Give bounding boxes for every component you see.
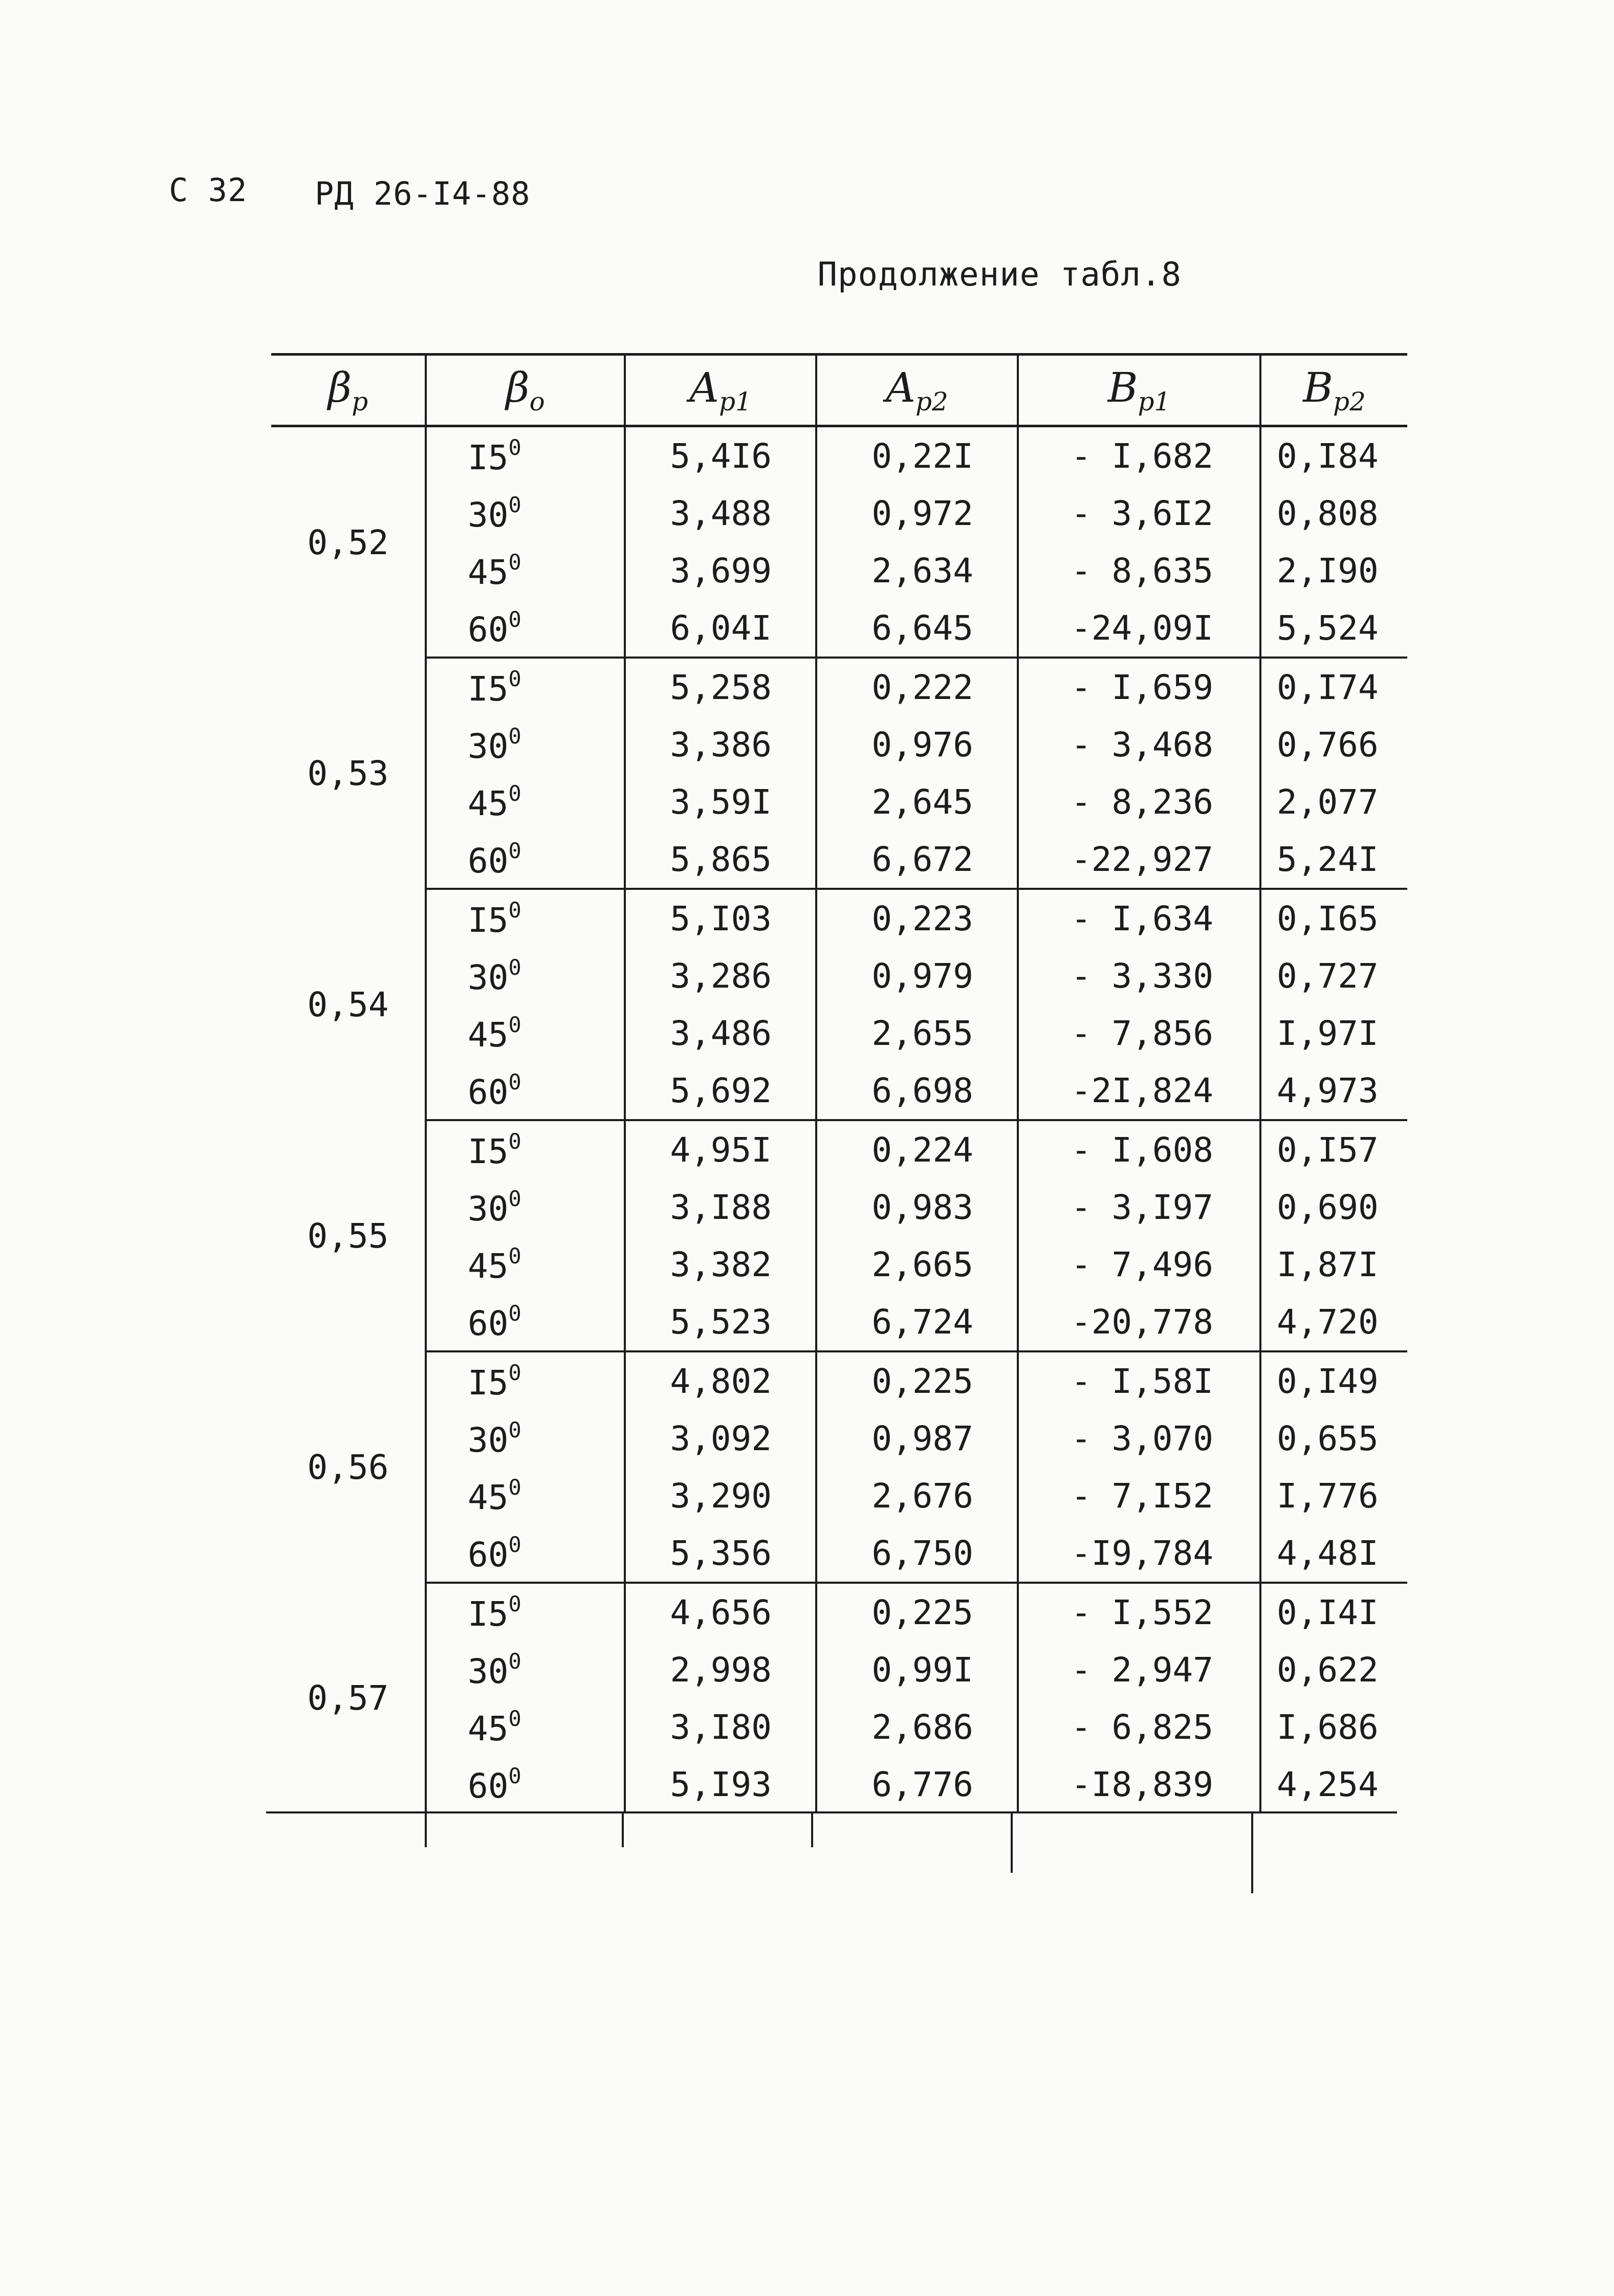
- a-p1-cell: 3,I80: [625, 1698, 816, 1756]
- b-p2-cell: 0,727: [1260, 947, 1407, 1004]
- column-header-symbol: A: [689, 364, 719, 411]
- b-p2-cell: 5,24I: [1260, 830, 1407, 889]
- beta-o-cell: [426, 1756, 625, 1813]
- degree-mark: 0: [508, 434, 521, 460]
- column-header-symbol: A: [886, 364, 915, 411]
- a-p1-cell: 2,998: [625, 1641, 816, 1698]
- table-row: [271, 426, 1407, 485]
- a-p1-cell: 5,692: [625, 1062, 816, 1120]
- beta-o-cell: [426, 485, 625, 542]
- b-p1-cell: -I8,839: [1018, 1756, 1260, 1813]
- degree-mark: 0: [508, 606, 521, 632]
- a-p1-cell: 4,656: [625, 1583, 816, 1641]
- a-p1-cell: 3,386: [625, 716, 816, 773]
- b-p1-cell: - I,682: [1018, 426, 1260, 485]
- angle-value: I5: [468, 438, 509, 477]
- a-p2-cell: 6,776: [816, 1756, 1018, 1813]
- beta-o-cell: [426, 716, 625, 773]
- beta-p-cell: 0,55: [307, 1216, 389, 1256]
- b-p2-cell: 0,I49: [1260, 1351, 1407, 1410]
- b-p2-cell: 2,I90: [1260, 542, 1407, 599]
- beta-o-cell: [426, 1293, 625, 1351]
- a-p1-cell: 3,092: [625, 1410, 816, 1467]
- table-header-row: [271, 355, 1407, 426]
- angle-value: 60: [468, 1766, 509, 1806]
- a-p2-cell: 0,225: [816, 1351, 1018, 1410]
- b-p1-cell: - 3,6I2: [1018, 485, 1260, 542]
- document-code: РД 26-I4-88: [315, 175, 531, 212]
- b-p1-cell: -22,927: [1018, 830, 1260, 889]
- angle-value: 30: [468, 1420, 509, 1460]
- table-caption: Продолжение табл.8: [817, 256, 1182, 294]
- a-p1-cell: 3,699: [625, 542, 816, 599]
- column-header-subscript: р: [352, 387, 368, 417]
- degree-mark: 0: [508, 1417, 521, 1442]
- column-header-b-p2: [1260, 355, 1407, 426]
- a-p2-cell: 0,976: [816, 716, 1018, 773]
- angle-value: 45: [468, 1246, 509, 1286]
- degree-mark: 0: [508, 838, 521, 863]
- degree-mark: 0: [508, 1300, 521, 1326]
- beta-o-cell: [426, 773, 625, 830]
- a-p2-cell: 0,222: [816, 658, 1018, 716]
- b-p1-cell: - 3,330: [1018, 947, 1260, 1004]
- b-p1-cell: - 3,070: [1018, 1410, 1260, 1467]
- a-p2-cell: 2,665: [816, 1236, 1018, 1293]
- angle-value: 45: [468, 1709, 509, 1748]
- table-continuation-marks: [271, 1811, 1397, 1893]
- column-divider-stub: [811, 1811, 813, 1847]
- angle-value: I5: [468, 900, 509, 940]
- column-header-subscript: р1: [718, 387, 752, 417]
- b-p1-cell: -20,778: [1018, 1293, 1260, 1351]
- b-p1-cell: - I,608: [1018, 1120, 1260, 1178]
- a-p1-cell: 3,486: [625, 1004, 816, 1062]
- a-p2-cell: 0,99I: [816, 1641, 1018, 1698]
- beta-o-cell: [426, 889, 625, 947]
- angle-value: 30: [468, 1651, 509, 1691]
- table-row: [271, 830, 1407, 889]
- angle-value: 45: [468, 783, 509, 823]
- b-p1-cell: -24,09I: [1018, 599, 1260, 658]
- a-p2-cell: 0,225: [816, 1583, 1018, 1641]
- b-p1-cell: -I9,784: [1018, 1524, 1260, 1583]
- beta-p-cell: 0,52: [307, 522, 389, 562]
- angle-value: 30: [468, 1189, 509, 1229]
- a-p1-cell: 3,286: [625, 947, 816, 1004]
- angle-value: 30: [468, 726, 509, 766]
- beta-o-cell: [426, 1641, 625, 1698]
- b-p1-cell: - 8,635: [1018, 542, 1260, 599]
- table-row: [271, 716, 1407, 773]
- beta-p-cell: 0,56: [307, 1447, 389, 1487]
- b-p1-cell: - 6,825: [1018, 1698, 1260, 1756]
- table-row: [271, 1698, 1407, 1756]
- b-p2-cell: 0,808: [1260, 485, 1407, 542]
- b-p1-cell: - I,58I: [1018, 1351, 1260, 1410]
- degree-mark: 0: [508, 954, 521, 980]
- a-p2-cell: 2,645: [816, 773, 1018, 830]
- degree-mark: 0: [508, 549, 521, 575]
- b-p2-cell: I,87I: [1260, 1236, 1407, 1293]
- b-p2-cell: 5,524: [1260, 599, 1407, 658]
- angle-value: I5: [468, 1363, 509, 1403]
- b-p2-cell: 0,I74: [1260, 658, 1407, 716]
- beta-o-cell: [426, 426, 625, 485]
- b-p2-cell: 0,766: [1260, 716, 1407, 773]
- column-header-a-p2: [816, 355, 1018, 426]
- beta-o-cell: [426, 1120, 625, 1178]
- degree-mark: 0: [508, 666, 521, 691]
- beta-p-cell: 0,57: [307, 1678, 389, 1718]
- degree-mark: 0: [508, 492, 521, 517]
- a-p1-cell: 5,865: [625, 830, 816, 889]
- angle-value: 45: [468, 552, 509, 592]
- table-row: [271, 1293, 1407, 1351]
- degree-mark: 0: [508, 1648, 521, 1674]
- column-divider-stub: [1011, 1811, 1013, 1873]
- column-header-subscript: р1: [1138, 387, 1171, 417]
- a-p2-cell: 2,655: [816, 1004, 1018, 1062]
- degree-mark: 0: [508, 1591, 521, 1616]
- beta-o-cell: [426, 1062, 625, 1120]
- b-p2-cell: 0,622: [1260, 1641, 1407, 1698]
- angle-value: 45: [468, 1015, 509, 1055]
- table-row: [271, 1004, 1407, 1062]
- b-p1-cell: - 7,I52: [1018, 1467, 1260, 1524]
- a-p2-cell: 6,672: [816, 830, 1018, 889]
- b-p1-cell: -2I,824: [1018, 1062, 1260, 1120]
- beta-o-cell: [426, 947, 625, 1004]
- beta-o-cell: [426, 1467, 625, 1524]
- b-p1-cell: - 7,856: [1018, 1004, 1260, 1062]
- degree-mark: 0: [508, 1360, 521, 1385]
- b-p1-cell: - 7,496: [1018, 1236, 1260, 1293]
- a-p1-cell: 3,I88: [625, 1178, 816, 1236]
- degree-mark: 0: [508, 1705, 521, 1731]
- b-p2-cell: 4,48I: [1260, 1524, 1407, 1583]
- table-row: [271, 1120, 1407, 1178]
- b-p1-cell: - 3,I97: [1018, 1178, 1260, 1236]
- table-row: [271, 1641, 1407, 1698]
- a-p1-cell: 3,488: [625, 485, 816, 542]
- a-p1-cell: 6,04I: [625, 599, 816, 658]
- a-p2-cell: 2,634: [816, 542, 1018, 599]
- angle-value: 60: [468, 1072, 509, 1112]
- table-row: [271, 1236, 1407, 1293]
- b-p2-cell: 0,655: [1260, 1410, 1407, 1467]
- column-header-symbol: β: [328, 364, 352, 411]
- column-header-symbol: B: [1303, 364, 1333, 411]
- beta-o-cell: [426, 1583, 625, 1641]
- angle-value: I5: [468, 1594, 509, 1634]
- degree-mark: 0: [508, 1243, 521, 1269]
- degree-mark: 0: [508, 1186, 521, 1211]
- beta-o-cell: [426, 1351, 625, 1410]
- column-header-beta-o: [426, 355, 625, 426]
- a-p2-cell: 0,979: [816, 947, 1018, 1004]
- a-p1-cell: 3,59I: [625, 773, 816, 830]
- a-p2-cell: 6,698: [816, 1062, 1018, 1120]
- a-p1-cell: 5,523: [625, 1293, 816, 1351]
- angle-value: I5: [468, 1131, 509, 1171]
- a-p2-cell: 6,645: [816, 599, 1018, 658]
- beta-o-cell: [426, 599, 625, 658]
- column-header-beta-p: [271, 355, 426, 426]
- a-p1-cell: 5,4I6: [625, 426, 816, 485]
- b-p2-cell: 0,I4I: [1260, 1583, 1407, 1641]
- angle-value: 30: [468, 495, 509, 535]
- page-number: С 32: [169, 171, 248, 209]
- table-row: [271, 1467, 1407, 1524]
- b-p2-cell: I,97I: [1260, 1004, 1407, 1062]
- a-p1-cell: 5,I93: [625, 1756, 816, 1813]
- degree-mark: 0: [508, 1128, 521, 1154]
- b-p1-cell: - 3,468: [1018, 716, 1260, 773]
- a-p2-cell: 0,22I: [816, 426, 1018, 485]
- table-row: [271, 1524, 1407, 1583]
- a-p2-cell: 6,724: [816, 1293, 1018, 1351]
- column-header-symbol: β: [506, 364, 530, 411]
- angle-value: 60: [468, 1535, 509, 1575]
- b-p2-cell: 2,077: [1260, 773, 1407, 830]
- column-header-b-p1: [1018, 355, 1260, 426]
- beta-o-cell: [426, 1178, 625, 1236]
- a-p1-cell: 5,258: [625, 658, 816, 716]
- table-row: [271, 658, 1407, 716]
- b-p1-cell: - I,552: [1018, 1583, 1260, 1641]
- degree-mark: 0: [508, 1012, 521, 1037]
- a-p1-cell: 3,382: [625, 1236, 816, 1293]
- a-p1-cell: 5,356: [625, 1524, 816, 1583]
- a-p1-cell: 3,290: [625, 1467, 816, 1524]
- beta-o-cell: [426, 1698, 625, 1756]
- table-row: [271, 947, 1407, 1004]
- a-p2-cell: 2,676: [816, 1467, 1018, 1524]
- a-p2-cell: 6,750: [816, 1524, 1018, 1583]
- column-header-subscript: р2: [915, 387, 948, 417]
- a-p2-cell: 0,972: [816, 485, 1018, 542]
- beta-o-cell: [426, 542, 625, 599]
- beta-o-cell: [426, 1004, 625, 1062]
- degree-mark: 0: [508, 1532, 521, 1557]
- b-p2-cell: 0,I84: [1260, 426, 1407, 485]
- beta-o-cell: [426, 1524, 625, 1583]
- column-divider-stub: [622, 1811, 624, 1847]
- beta-o-cell: [426, 1236, 625, 1293]
- table-row: [271, 542, 1407, 599]
- a-p2-cell: 2,686: [816, 1698, 1018, 1756]
- b-p1-cell: - 2,947: [1018, 1641, 1260, 1698]
- table-row: [271, 1756, 1407, 1813]
- b-p2-cell: I,776: [1260, 1467, 1407, 1524]
- beta-o-cell: [426, 830, 625, 889]
- table-body: [271, 426, 1407, 1813]
- degree-mark: 0: [508, 1763, 521, 1788]
- a-p2-cell: 0,987: [816, 1410, 1018, 1467]
- table-bottom-rule: [266, 1811, 1397, 1813]
- a-p2-cell: 0,224: [816, 1120, 1018, 1178]
- beta-p-cell: 0,54: [307, 985, 389, 1024]
- angle-value: 45: [468, 1477, 509, 1517]
- angle-value: 30: [468, 957, 509, 997]
- column-divider-stub: [1251, 1811, 1253, 1893]
- b-p2-cell: 4,254: [1260, 1756, 1407, 1813]
- b-p1-cell: - I,634: [1018, 889, 1260, 947]
- a-p1-cell: 4,95I: [625, 1120, 816, 1178]
- table-row: [271, 1583, 1407, 1641]
- column-header-subscript: о: [529, 387, 545, 417]
- a-p2-cell: 0,223: [816, 889, 1018, 947]
- a-p1-cell: 4,802: [625, 1351, 816, 1410]
- degree-mark: 0: [508, 723, 521, 749]
- b-p2-cell: I,686: [1260, 1698, 1407, 1756]
- angle-value: 60: [468, 609, 509, 649]
- angle-value: 60: [468, 1303, 509, 1343]
- degree-mark: 0: [508, 780, 521, 806]
- table-row: [271, 1062, 1407, 1120]
- a-p2-cell: 0,983: [816, 1178, 1018, 1236]
- table-row: [271, 1351, 1407, 1410]
- table-row: [271, 1178, 1407, 1236]
- angle-value: I5: [468, 669, 509, 709]
- table-row: [271, 889, 1407, 947]
- b-p2-cell: 0,I57: [1260, 1120, 1407, 1178]
- table-row: [271, 485, 1407, 542]
- b-p2-cell: 0,690: [1260, 1178, 1407, 1236]
- degree-mark: 0: [508, 897, 521, 923]
- b-p2-cell: 0,I65: [1260, 889, 1407, 947]
- table-row: [271, 1410, 1407, 1467]
- beta-o-cell: [426, 1410, 625, 1467]
- b-p1-cell: - 8,236: [1018, 773, 1260, 830]
- coefficients-table: [271, 353, 1407, 1813]
- b-p1-cell: - I,659: [1018, 658, 1260, 716]
- column-header-a-p1: [625, 355, 816, 426]
- table-row: [271, 773, 1407, 830]
- b-p2-cell: 4,720: [1260, 1293, 1407, 1351]
- table-row: [271, 599, 1407, 658]
- column-header-symbol: B: [1107, 364, 1138, 411]
- column-header-subscript: р2: [1333, 387, 1366, 417]
- degree-mark: 0: [508, 1069, 521, 1095]
- beta-p-cell: 0,53: [307, 753, 389, 793]
- beta-o-cell: [426, 658, 625, 716]
- a-p1-cell: 5,I03: [625, 889, 816, 947]
- b-p2-cell: 4,973: [1260, 1062, 1407, 1120]
- column-divider-stub: [425, 1811, 427, 1847]
- angle-value: 60: [468, 841, 509, 881]
- degree-mark: 0: [508, 1474, 521, 1500]
